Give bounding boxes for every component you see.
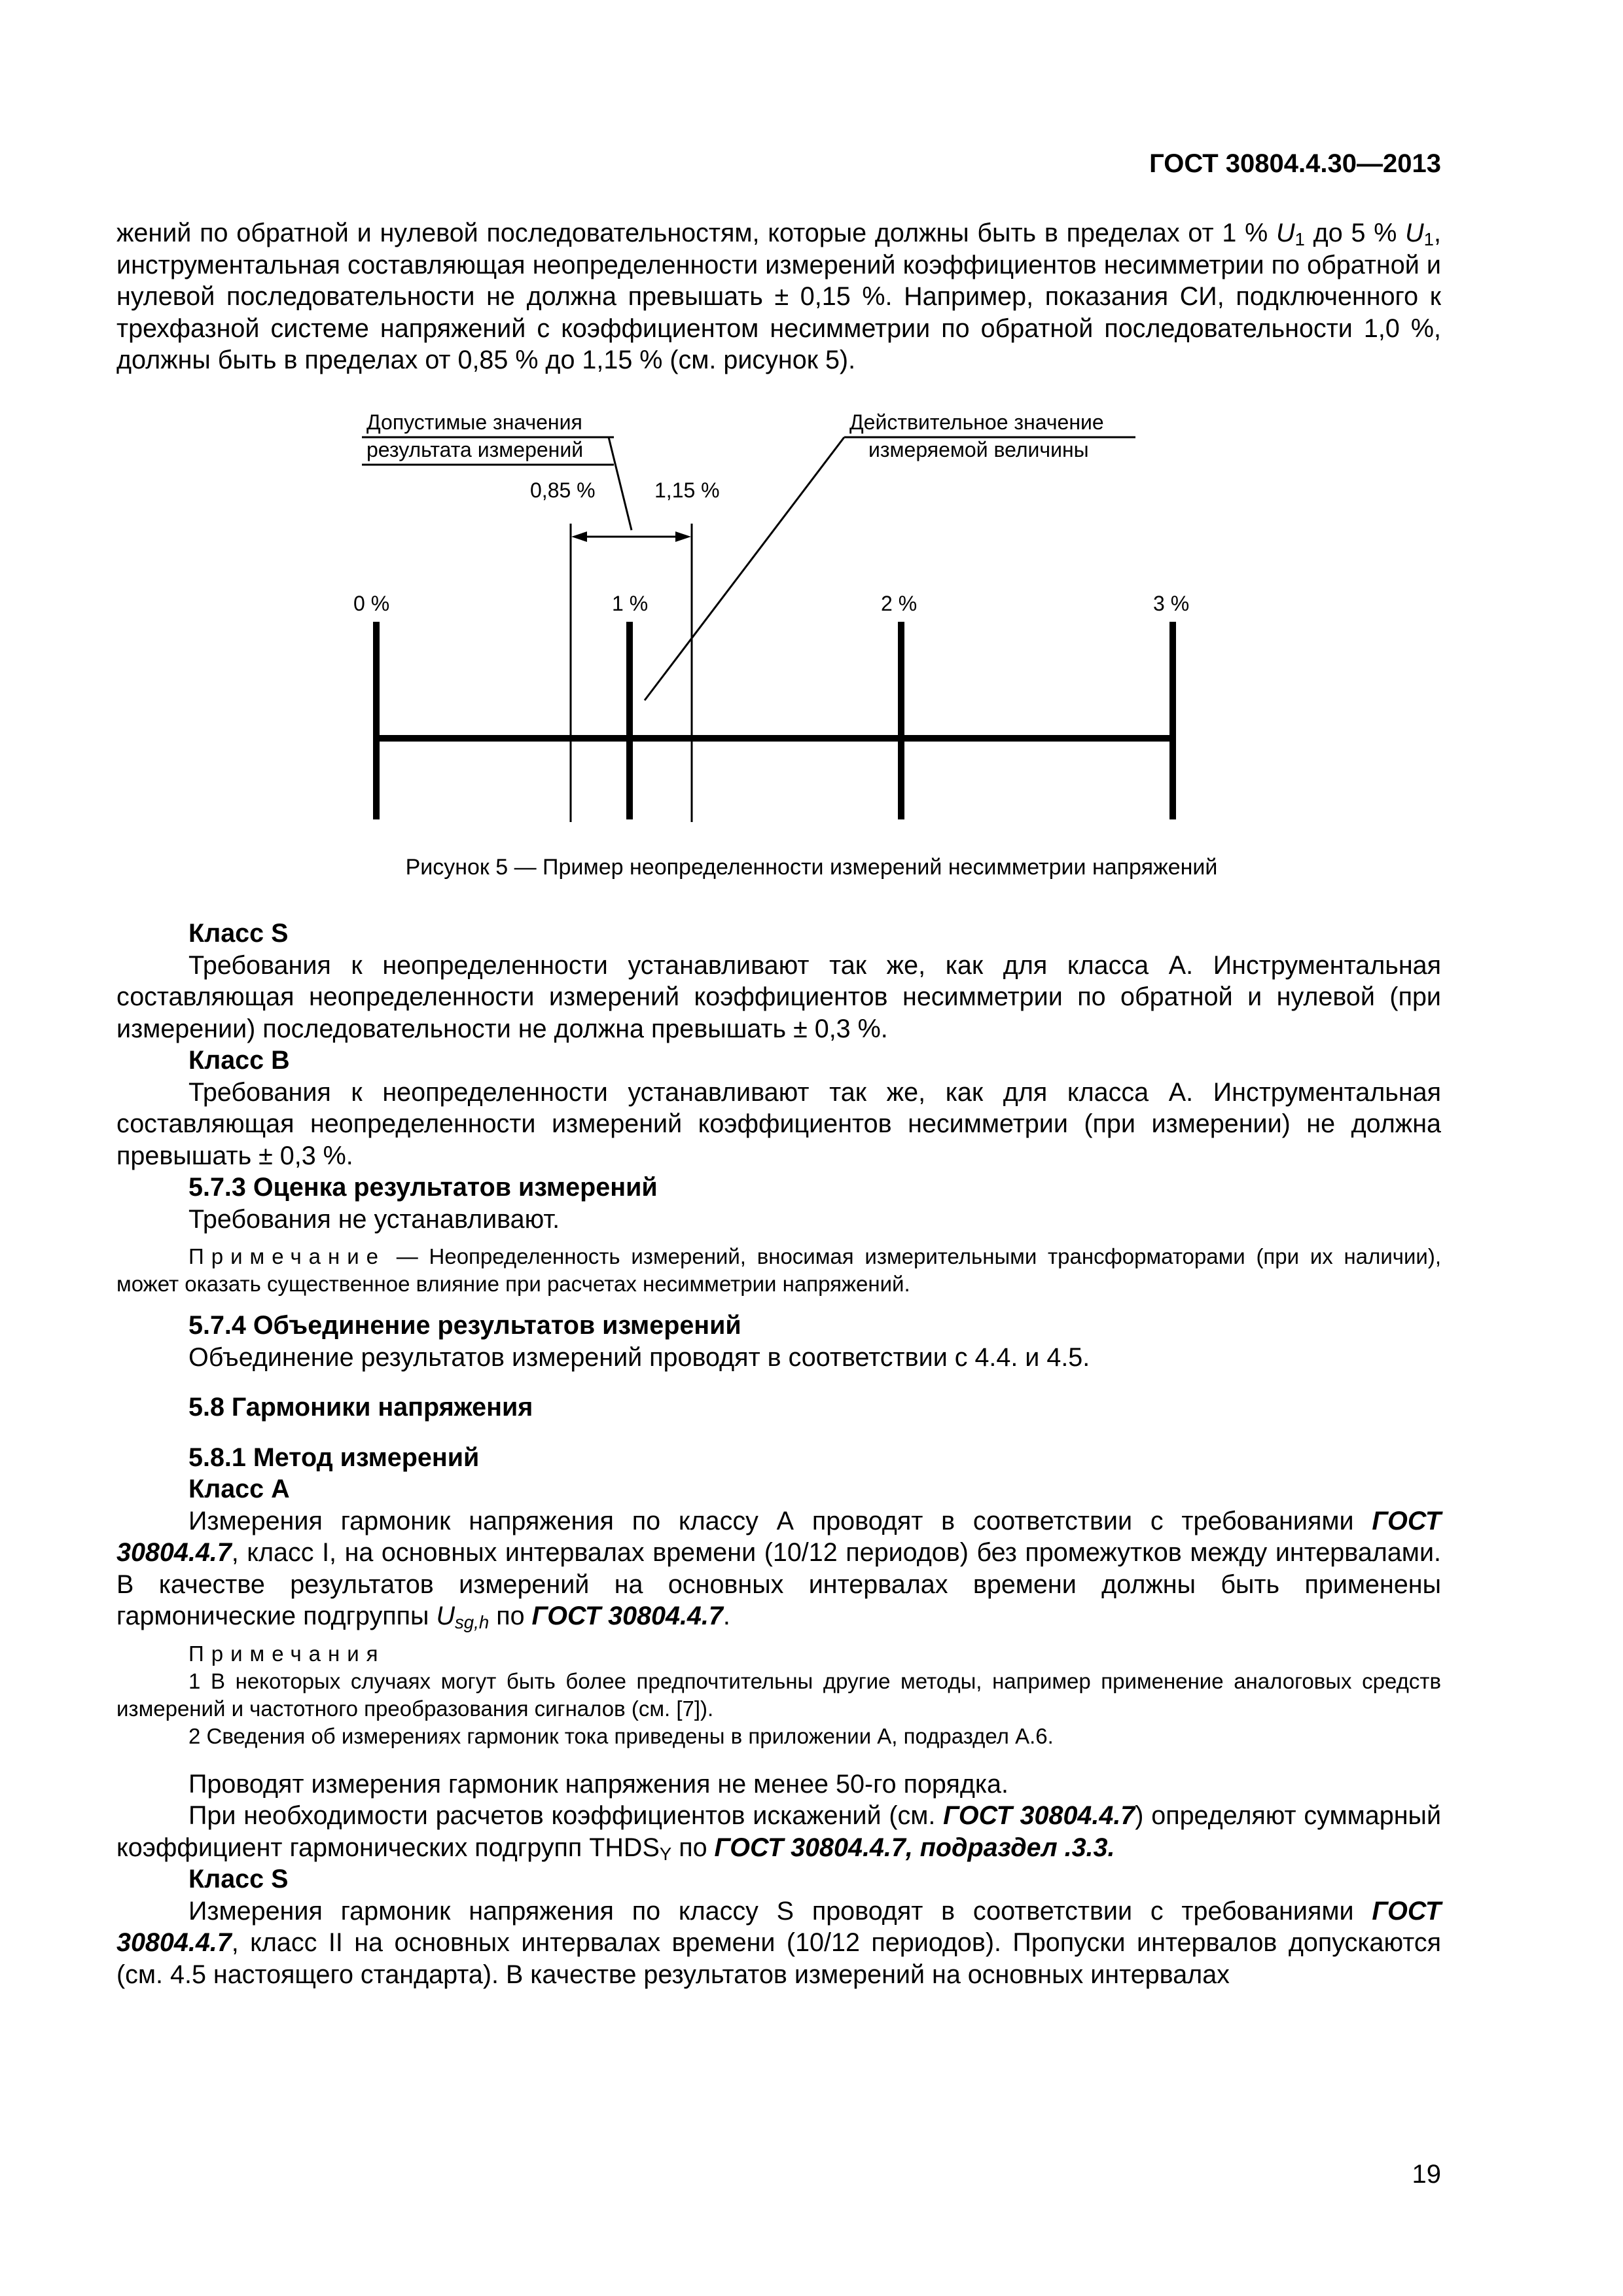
- pointer-true-value: [645, 437, 844, 700]
- section-5-8-heading: 5.8 Гармоники напряжения: [188, 1393, 533, 1422]
- class-b-text: Требования к неопределенности устанавливают так же, как для класса А. Инструментальная составляющая неопределенности измерений коэффициентов несимметрии (при измерении) не должна превышать ± 0,3 %.: [116, 1077, 1441, 1170]
- harmonics-order-text: Проводят измерения гармоник напряжения не менее 50-го порядка.: [188, 1769, 1008, 1799]
- section-5-7-3-text: Требования не устанавливают.: [188, 1204, 560, 1234]
- class-s-heading: Класс S: [188, 919, 289, 948]
- bound-arrow-head-left: [571, 531, 587, 542]
- document-header: ГОСТ 30804.4.30—2013: [1149, 149, 1441, 178]
- figure-caption: Рисунок 5 — Пример неопределенности измерений несимметрии напряжений: [405, 855, 1218, 880]
- section-5-7-4-text: Объединение результатов измерений проводят в соответствии с 4.4. и 4.5.: [188, 1342, 1090, 1372]
- class-s-text: Требования к неопределенности устанавливают так же, как для класса А. Инструментальная составляющая неопределенности измерений коэффициентов несимметрии по обратной и нулевой (при измерении) последовательности не должна превышать ± 0,3 %.: [116, 950, 1441, 1043]
- class-s-harmonics-text: Измерения гармоник напряжения по классу S проводят в соответствии с требованиями ГОСТ 30804.4.7, класс II на основных интервалах времени (10/12 периодов). Пропуски интервалов допускаются (см. 4.5 настоящего стандарта). В качестве результатов измерений на основных интервалах: [116, 1896, 1441, 1989]
- section-5-7-3-note: Примечание — Неопределенность измерений, вносимая измерительными трансформаторами (при их наличии), может оказать существенное влияние при расчетах несимметрии напряжений.: [116, 1244, 1441, 1296]
- figure-label-allowed-2: результата измерений: [366, 438, 584, 461]
- page-number: 19: [1412, 2160, 1441, 2189]
- section-5-8-1-heading: 5.8.1 Метод измерений: [188, 1443, 480, 1472]
- notes-label: Примечания: [188, 1641, 385, 1666]
- figure-label-true-1: Действительное значение: [849, 410, 1104, 434]
- class-s-harmonics-heading: Класс S: [188, 1865, 289, 1893]
- body-text: [116, 918, 1441, 1990]
- intro-paragraph: жений по обратной и нулевой последовательностям, которые должны быть в пределах от 1 % $U_1$ до 5 % $U_1$, инструментальная составляющая неопределенности измерений коэффициентов несимметрии по обратной и нулевой последовательности не должна превышать ± 0,15 %. Например, показания СИ, подключенного к трехфазной системе напряжений с коэффициентом несимметрии по обратной последовательности 1,0 %, должны быть в пределах от 0,85 % до 1,15 % (см. рисунок 5).: [116, 219, 1441, 374]
- section-5-7-4-heading: 5.7.4 Объединение результатов измерений: [188, 1311, 741, 1340]
- lower-bound-label: 0,85 %: [530, 478, 596, 502]
- thds-text: При необходимости расчетов коэффициентов искажений (см. ГОСТ 30804.4.7) определяют суммарный коэффициент гармонических подгрупп $THDS_Y$ по ГОСТ 30804.4.7, подраздел .3.3.: [116, 1801, 1442, 1864]
- tick-label-0: 0 %: [353, 592, 390, 615]
- tick-label-3: 3 %: [1153, 592, 1190, 615]
- class-b-heading: Класс В: [188, 1046, 290, 1075]
- class-a-heading: Класс А: [188, 1475, 290, 1503]
- pointer-allowed: [609, 437, 632, 530]
- note-2: 2 Сведения об измерениях гармоник тока приведены в приложении А, подраздел А.6.: [188, 1723, 1054, 1748]
- section-5-7-3-heading: 5.7.3 Оценка результатов измерений: [188, 1173, 658, 1202]
- uncertainty-figure: [0, 393, 1623, 844]
- tick-label-2: 2 %: [881, 592, 918, 615]
- upper-bound-label: 1,15 %: [654, 478, 720, 502]
- tick-label-1: 1 %: [612, 592, 649, 615]
- figure-label-allowed-1: Допустимые значения: [366, 410, 582, 434]
- note-1: 1 В некоторых случаях могут быть более предпочтительны другие методы, например применение аналоговых средств измерений и частотного преобразования сигналов (см. [7]).: [116, 1668, 1441, 1721]
- bound-arrow-head-right: [675, 531, 691, 542]
- class-a-text: Измерения гармоник напряжения по классу А проводят в соответствии с требованиями ГОСТ 30804.4.7, класс I, на основных интервалах времени (10/12 периодов) без промежутков между интервалами. В качестве результатов измерений на основных интервалах времени должны быть применены гармонические подгруппы $U_{sg,h}$ по ГОСТ 30804.4.7.: [116, 1506, 1441, 1632]
- figure-label-true-2: измеряемой величины: [868, 438, 1089, 461]
